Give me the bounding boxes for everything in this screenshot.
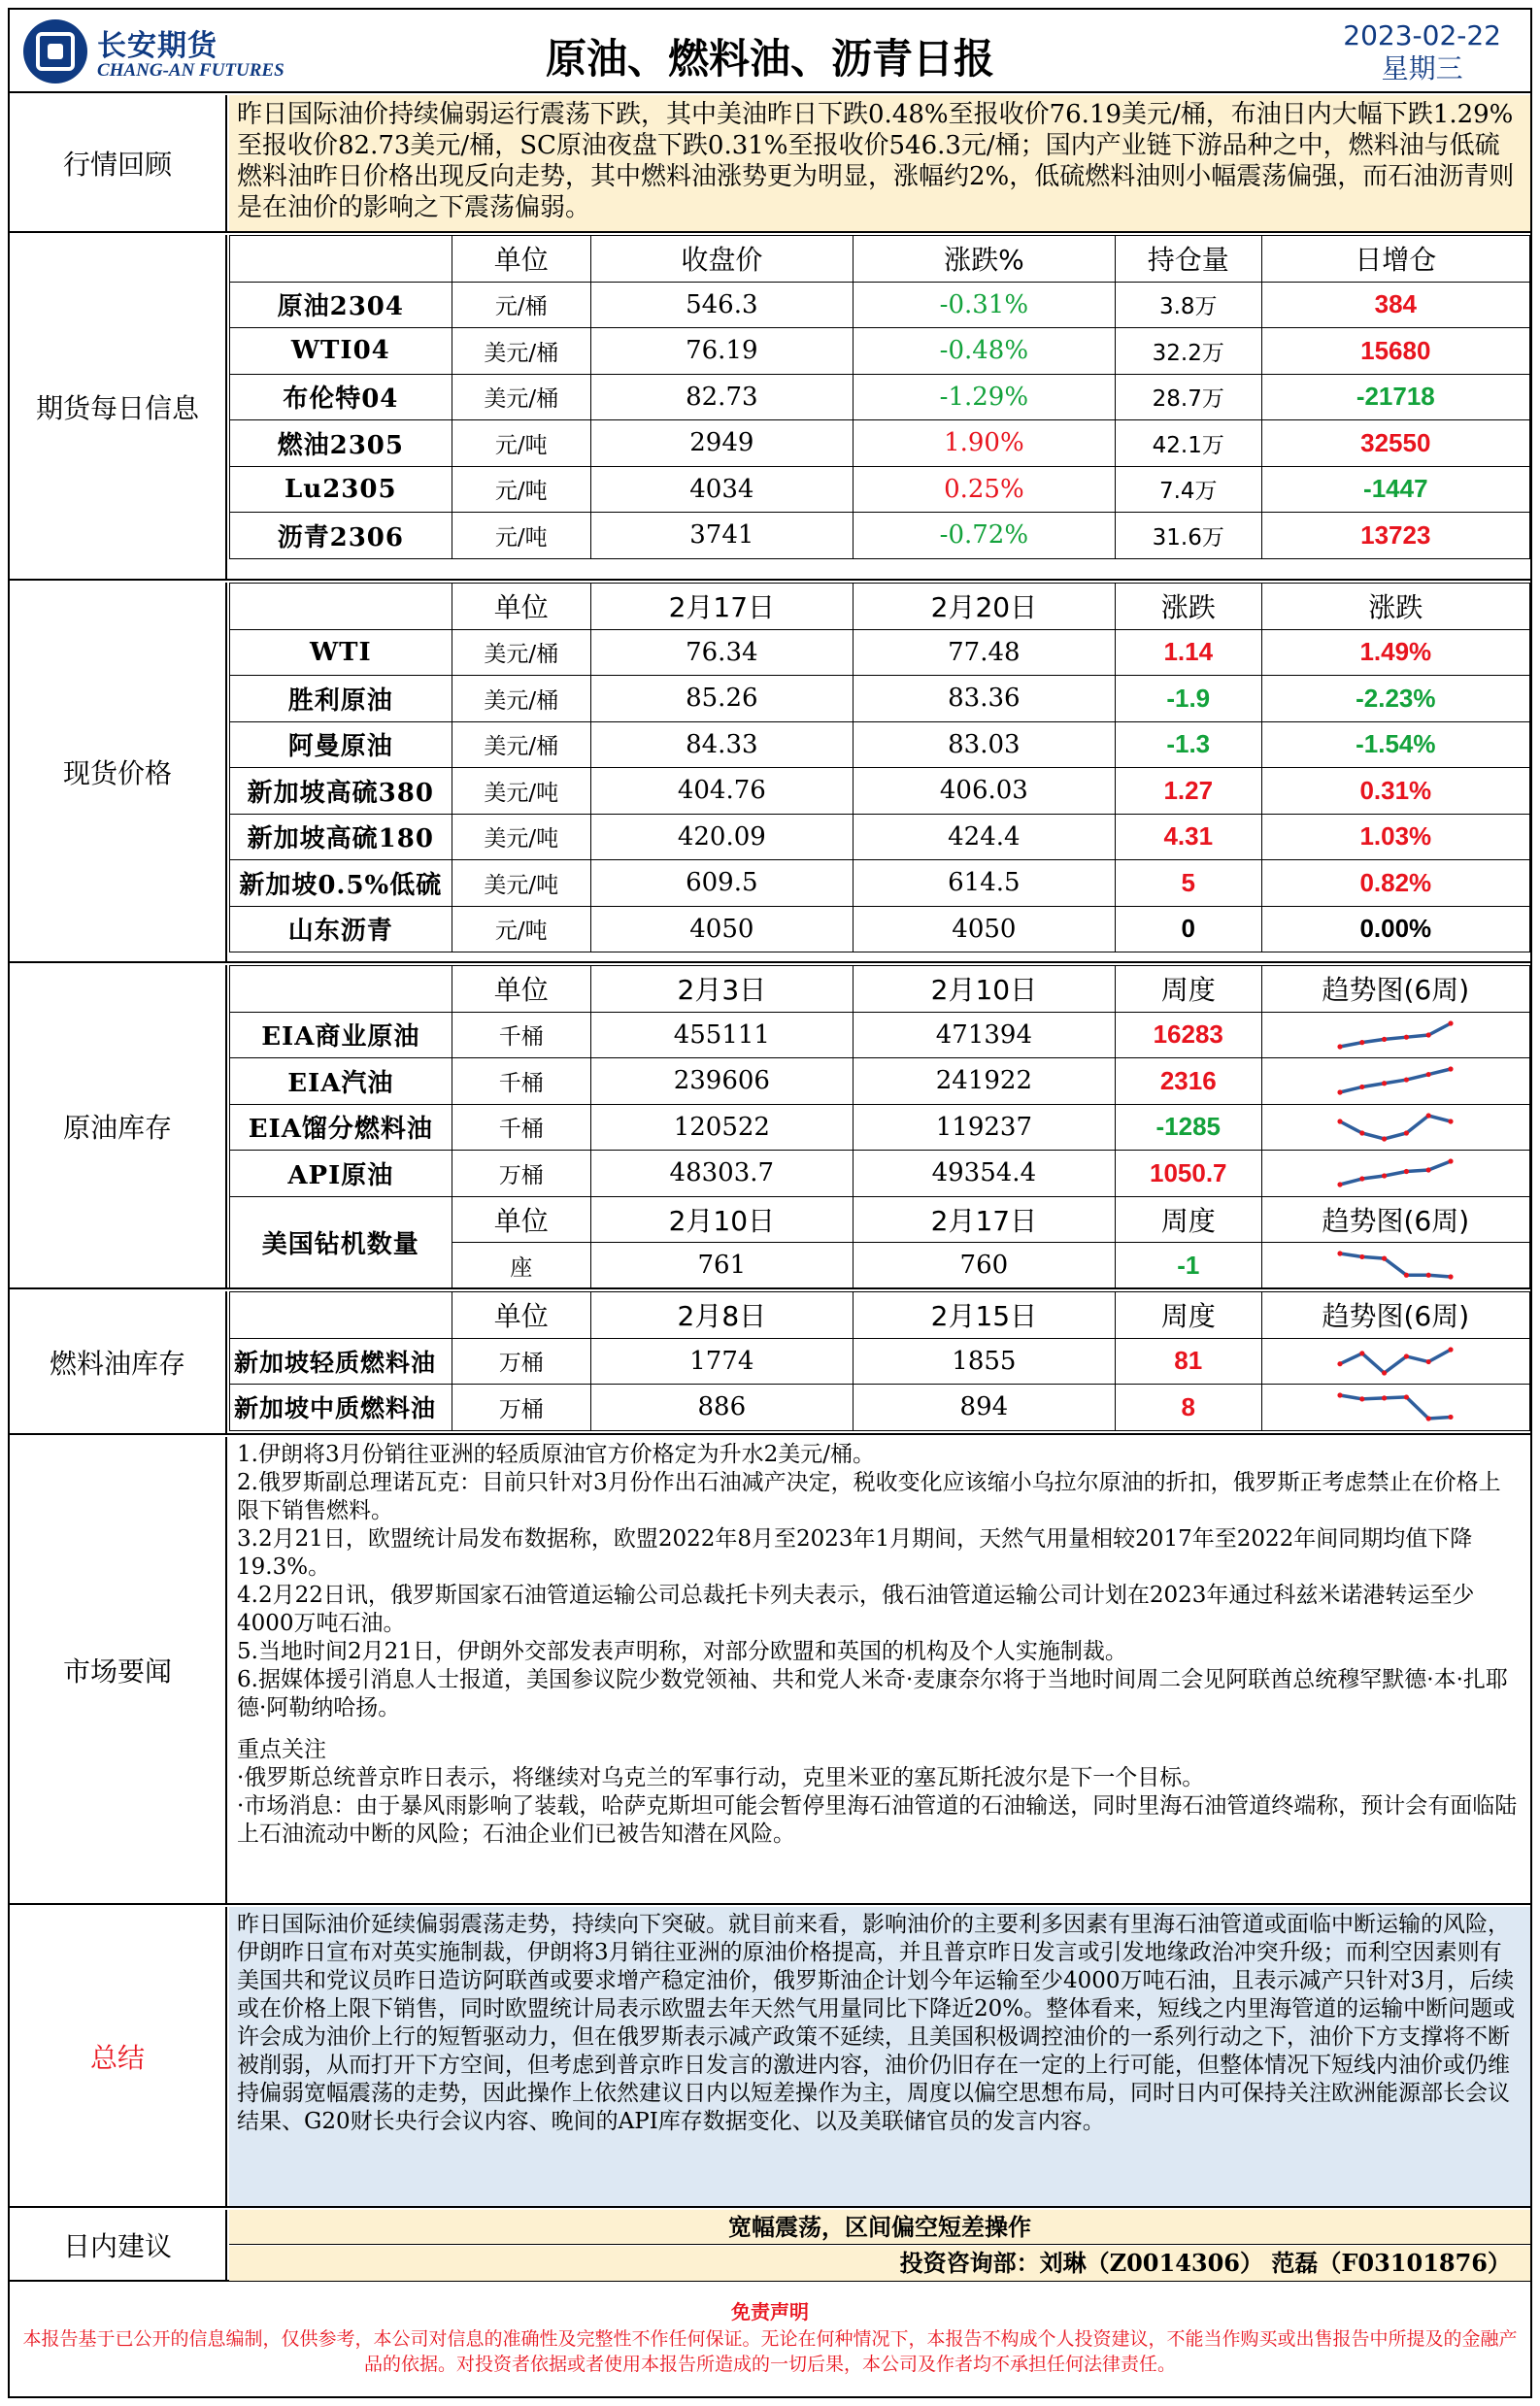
news-section — [10, 1437, 1530, 1905]
table-row — [230, 1058, 1530, 1105]
trend-point — [1382, 1396, 1387, 1401]
report-title: 原油、燃料油、沥青日报 — [545, 35, 994, 83]
trend-point — [1338, 1044, 1343, 1049]
futures-table — [229, 235, 1530, 559]
change-percent: 0.25% — [853, 466, 1115, 513]
summary-text: 昨日国际油价延续偏弱震荡走势，持续向下突破。就目前来看，影响油价的主要利多因素有里海石油管道或面临中断运输的风险，伊朗昨日宣布对英实施制裁，伊朗将3月销往亚洲的原油价格提高，并且普京昨日发言或引发地缘政治冲突升级；而利空因素则有美国共和党议员昨日造访阿联酋或要求增产稳定油价，俄罗斯油企计划今年运输至少4000万吨石油，且表示减产只针对3月，后续或在价格上限下销售，同时欧盟统计局表示欧盟去年天然气用量同比下降近20%。整体看来，短线之内里海管道的运输中断问题或许会成为油价上行的短暂驱动力，但在俄罗斯表示减产政策不延续，且美国积极调控油价的一系列行动之下，油价下方支撑将不断被削弱，从而打开下方空间，但考虑到普京昨日发言的激进内容，油价仍旧存在一定的上行可能，但整体情况下短线内油价或仍维持偏弱宽幅震荡的走势，因此操作上依然建议日内以短差操作为主，周度以偏空思想布局，同时日内可保持关注欧洲能源部长会议结果、G20财长央行会议内容、晚间的API库存数据变化、以及美联储官员的发言内容。 — [229, 1907, 1530, 2206]
fuel-inventory-label: 燃料油库存 — [10, 1291, 227, 1433]
column-header: 趋势图(6周) — [1261, 1196, 1529, 1243]
trend-point — [1338, 1090, 1343, 1095]
price-change-percent: 1.49% — [1261, 629, 1529, 676]
column-header: 单位 — [452, 584, 590, 630]
trend-point — [1426, 1273, 1431, 1278]
spot-label: 现货价格 — [10, 583, 227, 961]
advice-section — [10, 2210, 1530, 2282]
unit-cell: 元/吨 — [452, 906, 590, 952]
rig-header-row — [230, 1196, 1530, 1243]
price-day1: 4050 — [590, 906, 853, 952]
weekly-change: 1050.7 — [1115, 1151, 1261, 1197]
column-header: 趋势图(6周) — [1261, 1292, 1529, 1339]
focus-item: ·俄罗斯总统普京昨日表示，将继续对乌克兰的军事行动，克里米亚的塞瓦斯托波尔是下一个目标。 — [237, 1765, 1205, 1790]
price-change: -1.9 — [1115, 676, 1261, 722]
table-row — [230, 629, 1530, 676]
table-row — [230, 721, 1530, 768]
news-item: 3.2月21日，欧盟统计局发布数据称，欧盟2022年8月至2023年1月期间，天然气用量相较2017年至2022年间同期均值下降19.3%。 — [237, 1526, 1473, 1580]
price-change-percent: 0.31% — [1261, 768, 1529, 815]
close-price: 3741 — [590, 513, 853, 559]
price-change: 0 — [1115, 906, 1261, 952]
trend-point — [1359, 1254, 1364, 1259]
price-change-percent: 1.03% — [1261, 814, 1529, 860]
inventory-name: 新加坡中质燃料油 — [230, 1385, 452, 1431]
trend-line — [1340, 1350, 1451, 1373]
table-row — [230, 1104, 1530, 1151]
review-label: 行情回顾 — [10, 95, 227, 231]
contract-name: 原油2304 — [230, 282, 452, 328]
unit-cell: 美元/桶 — [452, 676, 590, 722]
report-weekday: 星期三 — [1381, 52, 1463, 84]
change-percent: -1.29% — [853, 374, 1115, 420]
trend-point — [1426, 1417, 1431, 1421]
price-day2: 424.4 — [853, 814, 1115, 860]
spot-name: 山东沥青 — [230, 906, 452, 952]
inventory-prev: 455111 — [590, 1012, 853, 1058]
disclaimer-text: 本报告基于已公开的信息编制，仅供参考，本公司对信息的准确性及完整性不作任何保证。无论在何种情况下，本报告不构成个人投资建议，不能当作购买或出售报告中所提及的金融产品的依据。对投资者依据或者使用本报告所造成的一切后果，本公司及作者均不承担任何法律责任。 — [22, 2328, 1518, 2375]
trend-cell — [1261, 1151, 1529, 1197]
trend-point — [1359, 1040, 1364, 1045]
report-header — [10, 10, 1530, 93]
unit-cell: 元/吨 — [452, 420, 590, 467]
open-interest: 32.2万 — [1115, 328, 1261, 375]
price-change: 4.31 — [1115, 814, 1261, 860]
spot-name: 阿曼原油 — [230, 721, 452, 768]
price-day1: 76.34 — [590, 629, 853, 676]
unit-cell: 美元/桶 — [452, 629, 590, 676]
advice-label: 日内建议 — [10, 2210, 227, 2280]
trend-line — [1340, 1023, 1451, 1047]
daily-oi-change: -1447 — [1261, 466, 1529, 513]
price-change: 1.27 — [1115, 768, 1261, 815]
table-row — [230, 374, 1530, 420]
trend-point — [1359, 1397, 1364, 1402]
trend-point — [1338, 1393, 1343, 1398]
spot-name: 新加坡0.5%低硫 — [230, 860, 452, 907]
header-blank-cell — [230, 1292, 452, 1339]
unit-cell: 美元/吨 — [452, 860, 590, 907]
trend-point — [1426, 1168, 1431, 1173]
advice-text: 宽幅震荡，区间偏空短差操作 — [229, 2210, 1530, 2245]
weekly-change: 81 — [1115, 1338, 1261, 1385]
daily-oi-change: 384 — [1261, 282, 1529, 328]
trend-point — [1382, 1370, 1387, 1375]
column-header: 涨跌% — [853, 236, 1115, 283]
daily-oi-change: 13723 — [1261, 513, 1529, 559]
price-day2: 83.36 — [853, 676, 1115, 722]
trend-point — [1359, 1085, 1364, 1089]
trend-point — [1449, 1347, 1454, 1352]
table-row — [230, 1338, 1530, 1385]
trend-point — [1382, 1081, 1387, 1086]
trend-point — [1404, 1130, 1409, 1135]
unit-cell: 元/桶 — [452, 282, 590, 328]
inventory-prev: 120522 — [590, 1104, 853, 1151]
futures-label: 期货每日信息 — [10, 235, 227, 579]
trend-point — [1338, 1119, 1343, 1123]
inventory-latest: 49354.4 — [853, 1151, 1115, 1197]
spot-section — [10, 583, 1530, 963]
inventory-prev: 48303.7 — [590, 1151, 853, 1197]
inventory-latest: 1855 — [853, 1338, 1115, 1385]
weekly-change: -1285 — [1115, 1104, 1261, 1151]
news-item: 5.当地时间2月21日，伊朗外交部发表声明称，对部分欧盟和英国的机构及个人实施制裁。 — [237, 1639, 1127, 1664]
table-header-row — [230, 1292, 1530, 1339]
news-item: 1.伊朗将3月份销往亚洲的轻质原油官方价格定为升水2美元/桶。 — [237, 1442, 875, 1467]
inventory-prev: 1774 — [590, 1338, 853, 1385]
rig-latest: 760 — [853, 1243, 1115, 1289]
table-row — [230, 768, 1530, 815]
unit-cell: 千桶 — [452, 1012, 590, 1058]
unit-cell: 美元/吨 — [452, 768, 590, 815]
trend-point — [1404, 1034, 1409, 1039]
unit-cell: 美元/吨 — [452, 814, 590, 860]
news-item: 6.据媒体援引消息人士报道，美国参议院少数党领袖、共和党人米奇·麦康奈尔将于当地时间周二会见阿联酋总统穆罕默德·本·扎耶德·阿勒纳哈扬。 — [237, 1667, 1508, 1721]
unit-cell: 元/吨 — [452, 513, 590, 559]
trend-sparkline — [1334, 1110, 1456, 1145]
unit-cell: 万桶 — [452, 1151, 590, 1197]
review-section — [10, 95, 1530, 233]
trend-point — [1449, 1415, 1454, 1420]
change-percent: 1.90% — [853, 420, 1115, 467]
inventory-name: EIA商业原油 — [230, 1012, 452, 1058]
unit-cell: 美元/桶 — [452, 721, 590, 768]
trend-point — [1404, 1353, 1409, 1358]
rig-prev: 761 — [590, 1243, 853, 1289]
inventory-latest: 471394 — [853, 1012, 1115, 1058]
price-day1: 404.76 — [590, 768, 853, 815]
close-price: 4034 — [590, 466, 853, 513]
column-header: 单位 — [452, 1196, 590, 1243]
fuel-inventory-table — [229, 1291, 1530, 1431]
inventory-name: EIA馏分燃料油 — [230, 1104, 452, 1151]
weekly-change: 8 — [1115, 1385, 1261, 1431]
column-header: 收盘价 — [590, 236, 853, 283]
trend-point — [1449, 1275, 1454, 1280]
unit-cell: 万桶 — [452, 1338, 590, 1385]
trend-sparkline — [1334, 1344, 1456, 1379]
weekly-change: -1 — [1115, 1243, 1261, 1289]
daily-oi-change: 32550 — [1261, 420, 1529, 467]
price-day1: 85.26 — [590, 676, 853, 722]
table-row — [230, 860, 1530, 907]
disclaimer-section — [10, 2284, 1530, 2396]
trend-point — [1359, 1130, 1364, 1135]
inventory-name: 新加坡轻质燃料油 — [230, 1338, 452, 1385]
trend-sparkline — [1334, 1155, 1456, 1190]
daily-oi-change: -21718 — [1261, 374, 1529, 420]
trend-cell — [1261, 1104, 1529, 1151]
contract-name: Lu2305 — [230, 466, 452, 513]
column-header: 2月8日 — [590, 1292, 853, 1339]
contract-name: WTI04 — [230, 328, 452, 375]
price-change: 5 — [1115, 860, 1261, 907]
inventory-latest: 119237 — [853, 1104, 1115, 1151]
report-date-block — [1343, 19, 1501, 85]
open-interest: 31.6万 — [1115, 513, 1261, 559]
trend-sparkline — [1334, 1018, 1456, 1053]
trend-sparkline — [1334, 1389, 1456, 1424]
column-header: 涨跌 — [1261, 584, 1529, 630]
price-change-percent: 0.82% — [1261, 860, 1529, 907]
close-price: 546.3 — [590, 282, 853, 328]
trend-point — [1449, 1020, 1454, 1025]
spot-name: 胜利原油 — [230, 676, 452, 722]
unit-cell: 美元/桶 — [452, 328, 590, 375]
table-row — [230, 328, 1530, 375]
price-day2: 83.03 — [853, 721, 1115, 768]
trend-cell — [1261, 1338, 1529, 1385]
column-header: 涨跌 — [1115, 584, 1261, 630]
trend-line — [1340, 1253, 1451, 1277]
contract-name: 沥青2306 — [230, 513, 452, 559]
price-day1: 420.09 — [590, 814, 853, 860]
column-header: 周度 — [1115, 966, 1261, 1013]
header-blank-cell — [230, 236, 452, 283]
trend-point — [1359, 1351, 1364, 1355]
price-day1: 84.33 — [590, 721, 853, 768]
weekly-change: 16283 — [1115, 1012, 1261, 1058]
spot-name: WTI — [230, 629, 452, 676]
close-price: 76.19 — [590, 328, 853, 375]
change-percent: -0.31% — [853, 282, 1115, 328]
price-day1: 609.5 — [590, 860, 853, 907]
table-header-row — [230, 236, 1530, 283]
price-day2: 406.03 — [853, 768, 1115, 815]
trend-point — [1382, 1136, 1387, 1141]
open-interest: 28.7万 — [1115, 374, 1261, 420]
trend-sparkline — [1334, 1063, 1456, 1098]
report-date: 2023-02-22 — [1343, 19, 1501, 51]
table-header-row — [230, 584, 1530, 630]
trend-point — [1404, 1395, 1409, 1400]
crude-inventory-label: 原油库存 — [10, 965, 227, 1287]
trend-line — [1340, 1395, 1451, 1419]
table-row — [230, 466, 1530, 513]
table-row — [230, 1385, 1530, 1431]
close-price: 82.73 — [590, 374, 853, 420]
table-row — [230, 282, 1530, 328]
price-day2: 77.48 — [853, 629, 1115, 676]
column-header: 单位 — [452, 236, 590, 283]
news-label: 市场要闻 — [10, 1437, 227, 1903]
trend-point — [1359, 1177, 1364, 1182]
contract-name: 布伦特04 — [230, 374, 452, 420]
inventory-name: API原油 — [230, 1151, 452, 1197]
trend-point — [1426, 1359, 1431, 1364]
column-header: 持仓量 — [1115, 236, 1261, 283]
spot-table — [229, 583, 1530, 952]
inventory-latest: 894 — [853, 1385, 1115, 1431]
table-header-row — [230, 966, 1530, 1013]
column-header: 2月17日 — [590, 584, 853, 630]
change-percent: -0.48% — [853, 328, 1115, 375]
advice-consult: 投资咨询部：刘琳（Z0014306） 范磊（F03101876） — [229, 2246, 1530, 2281]
table-row — [230, 906, 1530, 952]
table-row — [230, 676, 1530, 722]
price-change-percent: -1.54% — [1261, 721, 1529, 768]
trend-line — [1340, 1069, 1451, 1092]
trend-point — [1404, 1078, 1409, 1083]
trend-point — [1382, 1174, 1387, 1179]
inventory-name: EIA汽油 — [230, 1058, 452, 1105]
fuel-inventory-section — [10, 1291, 1530, 1435]
logo-english: CHANG-AN FUTURES — [97, 60, 285, 81]
review-text: 昨日国际油价持续偏弱运行震荡下跌，其中美油昨日下跌0.48%至报收价76.19美元/桶，布油日内大幅下跌1.29%至报收价82.73美元/桶，SC原油夜盘下跌0.31%至报收价546.3元/桶；国内产业链下游品种之中，燃料油与低硫燃料油昨日价格出现反向走势，其中燃料油涨势更为明显，涨幅约2%，低硫燃料油则小幅震荡偏强，而石油沥青则是在油价的影响之下震荡偏弱。 — [229, 95, 1530, 231]
column-header: 趋势图(6周) — [1261, 966, 1529, 1013]
price-change-percent: -2.23% — [1261, 676, 1529, 722]
close-price: 2949 — [590, 420, 853, 467]
trend-cell — [1261, 1058, 1529, 1105]
column-header: 周度 — [1115, 1292, 1261, 1339]
price-change: 1.14 — [1115, 629, 1261, 676]
focus-title: 重点关注 — [237, 1737, 326, 1762]
trend-point — [1426, 1113, 1431, 1118]
contract-name: 燃油2305 — [230, 420, 452, 467]
open-interest: 42.1万 — [1115, 420, 1261, 467]
table-row — [230, 420, 1530, 467]
table-row — [230, 814, 1530, 860]
trend-point — [1449, 1119, 1454, 1123]
spot-name: 新加坡高硫180 — [230, 814, 452, 860]
daily-oi-change: 15680 — [1261, 328, 1529, 375]
column-header: 单位 — [452, 1292, 590, 1339]
trend-point — [1338, 1252, 1343, 1256]
trend-sparkline — [1334, 1248, 1456, 1283]
trend-line — [1340, 1116, 1451, 1139]
column-header: 2月10日 — [853, 966, 1115, 1013]
price-day2: 4050 — [853, 906, 1115, 952]
crude-inventory-section — [10, 965, 1530, 1289]
focus-item: ·市场消息：由于暴风雨影响了装载，哈萨克斯坦可能会暂停里海石油管道的石油输送，同时里海石油管道终端称，预计会有面临陆上石油流动中断的风险；石油企业们已被告知潜在风险。 — [237, 1793, 1518, 1847]
column-header: 日增仓 — [1261, 236, 1529, 283]
news-body — [229, 1437, 1530, 1903]
open-interest: 3.8万 — [1115, 282, 1261, 328]
trend-point — [1382, 1037, 1387, 1042]
inventory-prev: 239606 — [590, 1058, 853, 1105]
trend-point — [1449, 1067, 1454, 1072]
trend-point — [1404, 1273, 1409, 1278]
open-interest: 7.4万 — [1115, 466, 1261, 513]
trend-cell — [1261, 1012, 1529, 1058]
table-row — [230, 513, 1530, 559]
inventory-latest: 241922 — [853, 1058, 1115, 1105]
column-header: 单位 — [452, 966, 590, 1013]
price-change: -1.3 — [1115, 721, 1261, 768]
trend-point — [1338, 1183, 1343, 1187]
news-item: 2.俄罗斯副总理诺瓦克：目前只针对3月份作出石油减产决定，税收变化应该缩小乌拉尔原油的折扣，俄罗斯正考虑禁止在价格上限下销售燃料。 — [237, 1470, 1501, 1523]
trend-point — [1449, 1159, 1454, 1164]
unit-cell: 千桶 — [452, 1058, 590, 1105]
trend-point — [1382, 1256, 1387, 1261]
column-header: 2月10日 — [590, 1196, 853, 1243]
trend-point — [1426, 1072, 1431, 1077]
trend-cell — [1261, 1385, 1529, 1431]
unit-cell: 元/吨 — [452, 466, 590, 513]
unit-cell: 万桶 — [452, 1385, 590, 1431]
trend-point — [1338, 1361, 1343, 1366]
change-percent: -0.72% — [853, 513, 1115, 559]
trend-cell — [1261, 1243, 1529, 1289]
unit-cell: 美元/桶 — [452, 374, 590, 420]
inventory-prev: 886 — [590, 1385, 853, 1431]
rig-count-name: 美国钻机数量 — [230, 1196, 452, 1288]
summary-section — [10, 1907, 1530, 2208]
column-header: 2月20日 — [853, 584, 1115, 630]
header-blank-cell — [230, 966, 452, 1013]
unit-cell: 千桶 — [452, 1104, 590, 1151]
trend-line — [1340, 1161, 1451, 1185]
column-header: 2月3日 — [590, 966, 853, 1013]
spot-name: 新加坡高硫380 — [230, 768, 452, 815]
report-frame — [8, 8, 1532, 2398]
header-blank-cell — [230, 584, 452, 630]
news-item: 4.2月22日讯，俄罗斯国家石油管道运输公司总裁托卡列夫表示，俄石油管道运输公司计划在2023年通过科兹米诺港转运至少4000万吨石油。 — [237, 1583, 1475, 1636]
unit-cell: 座 — [452, 1243, 590, 1289]
column-header: 2月17日 — [853, 1196, 1115, 1243]
price-change-percent: 0.00% — [1261, 906, 1529, 952]
trend-point — [1426, 1032, 1431, 1037]
column-header: 周度 — [1115, 1196, 1261, 1243]
weekly-change: 2316 — [1115, 1058, 1261, 1105]
crude-inventory-table — [229, 965, 1530, 1289]
futures-section — [10, 235, 1530, 581]
summary-label: 总结 — [10, 1907, 227, 2206]
column-header: 2月15日 — [853, 1292, 1115, 1339]
table-row — [230, 1012, 1530, 1058]
trend-point — [1404, 1169, 1409, 1174]
price-day2: 614.5 — [853, 860, 1115, 907]
logo-chinese: 长安期货 — [97, 29, 218, 63]
table-row — [230, 1151, 1530, 1197]
disclaimer-title: 免责声明 — [731, 2300, 809, 2323]
